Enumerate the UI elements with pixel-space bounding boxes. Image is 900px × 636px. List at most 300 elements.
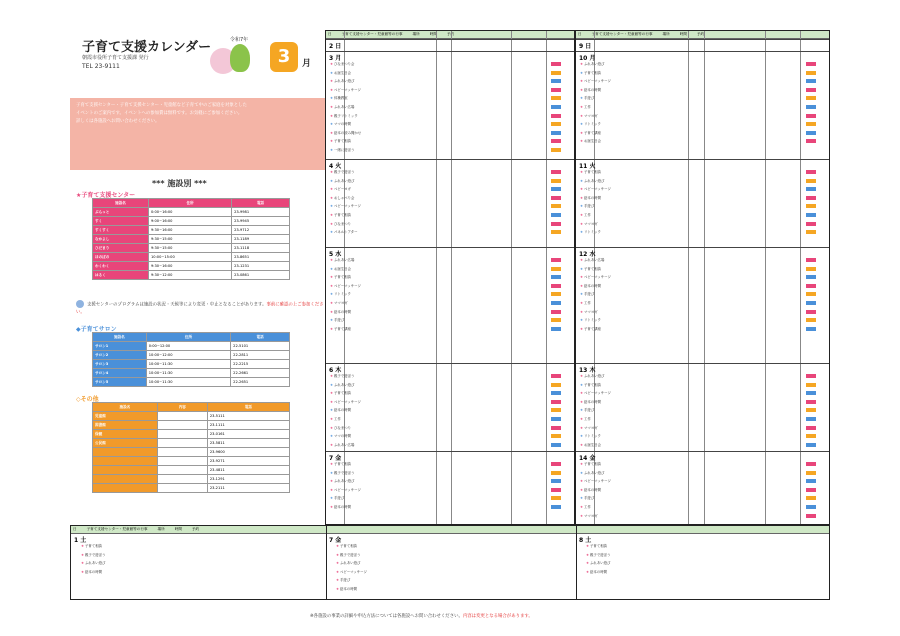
day-block xyxy=(326,247,574,363)
star-icon: ★ xyxy=(586,552,590,557)
event-label: ベビーマッサージ xyxy=(334,87,361,92)
category-tag xyxy=(551,62,561,66)
event-label: ママヨガ xyxy=(584,113,598,118)
star-icon: ★ xyxy=(330,479,334,484)
col-header: 電話 xyxy=(231,333,290,342)
star-icon: ★ xyxy=(336,569,340,574)
tree-illustration xyxy=(230,44,250,72)
category-tag xyxy=(806,434,816,438)
star-icon: ★ xyxy=(580,425,584,430)
event-label: リトミック xyxy=(584,230,601,235)
intro-box xyxy=(70,98,325,170)
day-number: 5 水 xyxy=(329,251,342,258)
event-item xyxy=(580,186,611,191)
support-center-title: ★子育て支援センター xyxy=(76,192,136,199)
category-tag xyxy=(551,131,561,135)
table-row xyxy=(93,262,290,271)
event-item xyxy=(580,495,594,500)
calendar-header-cell: 場所 xyxy=(412,32,420,36)
others-table xyxy=(92,402,290,493)
event-item xyxy=(580,470,604,475)
star-icon: ★ xyxy=(330,326,334,331)
event-item xyxy=(330,442,354,447)
star-icon: ★ xyxy=(580,382,584,387)
event-item xyxy=(580,373,604,378)
calendar-header-cell: 予約 xyxy=(446,32,455,36)
category-tag xyxy=(806,213,816,217)
event-label: お誕生日会 xyxy=(584,442,601,447)
category-tag xyxy=(551,71,561,75)
col-header: 住所 xyxy=(149,199,232,208)
event-label: ベビーマッサージ xyxy=(584,275,611,280)
event-item xyxy=(330,300,348,305)
category-tag xyxy=(806,139,816,143)
star-icon: ★ xyxy=(580,195,584,200)
category-tag xyxy=(806,131,816,135)
event-item xyxy=(580,113,598,118)
event-item xyxy=(330,390,351,395)
category-tag xyxy=(551,79,561,83)
star-icon: ★ xyxy=(580,122,584,127)
star-icon: ★ xyxy=(580,479,584,484)
calendar-header xyxy=(71,526,829,534)
star-icon: ★ xyxy=(580,374,584,378)
category-tag xyxy=(806,488,816,492)
event-item xyxy=(330,229,357,234)
table-row xyxy=(93,448,290,457)
category-tag xyxy=(551,213,561,217)
table-row xyxy=(93,439,290,448)
event-item xyxy=(81,552,105,557)
category-tag xyxy=(806,496,816,500)
event-label: おしゃべり会 xyxy=(334,195,355,200)
calendar-page xyxy=(70,30,830,619)
category-tag xyxy=(806,426,816,430)
event-item xyxy=(580,70,601,75)
event-item xyxy=(330,317,344,322)
category-tag xyxy=(551,187,561,191)
category-tag xyxy=(551,196,561,200)
event-item xyxy=(580,399,601,404)
event-label: ママヨガ xyxy=(584,309,598,314)
col-header: 電話 xyxy=(232,199,290,208)
day-block xyxy=(576,39,829,51)
star-icon: ★ xyxy=(580,391,584,396)
category-tag xyxy=(551,310,561,314)
event-item xyxy=(580,309,598,314)
star-icon: ★ xyxy=(580,96,584,101)
star-icon: ★ xyxy=(330,408,334,413)
category-tag xyxy=(806,284,816,288)
star-icon: ★ xyxy=(580,487,584,492)
calendar-header-cell: 日 xyxy=(578,32,582,36)
table-row xyxy=(93,244,290,253)
event-label: 工作 xyxy=(584,105,591,109)
table-row xyxy=(93,208,290,217)
star-icon: ★ xyxy=(580,70,584,75)
facility-info xyxy=(157,439,207,448)
event-label: パネルシアター xyxy=(334,230,358,235)
facility-tel: 22-2661 xyxy=(231,369,290,378)
day-block xyxy=(326,39,574,51)
intro-line: 子育て支援センター・子育て支援センター・児童館など子育て中のご家庭を対象とした xyxy=(76,103,247,108)
event-label: ひなまつり会 xyxy=(334,62,355,66)
page-title: 子育て支援カレンダー xyxy=(82,40,212,55)
event-label: ママヨガ xyxy=(584,513,598,518)
event-label: 工作 xyxy=(584,417,591,421)
category-tag xyxy=(806,327,816,331)
event-label: ひなまつり xyxy=(334,425,351,430)
star-icon: ★ xyxy=(330,417,334,421)
facility-info xyxy=(157,484,207,493)
star-icon: ★ xyxy=(330,442,334,447)
event-item xyxy=(580,212,591,217)
event-item xyxy=(580,513,598,518)
event-label: 絵本の時間 xyxy=(584,487,601,492)
event-item xyxy=(580,95,594,100)
calendar-column xyxy=(575,30,830,525)
event-item xyxy=(330,169,354,174)
table-row xyxy=(93,369,290,378)
facility-name: サロン2 xyxy=(93,351,147,360)
facility-info: 9:00~16:00 xyxy=(149,217,232,226)
facility-tel: 23-9600 xyxy=(207,448,289,457)
facility-tel: 22-2651 xyxy=(231,378,290,387)
event-label: 子育て相談 xyxy=(334,391,351,396)
facility-tel: 23-1189 xyxy=(232,235,290,244)
calendar-header-cell: 予約 xyxy=(696,32,705,36)
event-label: 工作 xyxy=(584,301,591,305)
event-label: 絵本の時間 xyxy=(334,505,351,509)
star-icon: ★ xyxy=(330,434,334,439)
phone: TEL 23-9111 xyxy=(82,63,120,70)
category-tag xyxy=(551,318,561,322)
event-item xyxy=(330,495,344,500)
intro-line: 詳しくは各施設へお問い合わせください。 xyxy=(76,119,160,124)
facility-tel: 23-1111 xyxy=(207,421,289,430)
facility-info: 0:00~12:00 xyxy=(146,342,230,351)
table-row xyxy=(93,217,290,226)
event-label: ふれあい広場 xyxy=(584,258,605,262)
facility-info: 9:30~16:00 xyxy=(149,262,232,271)
star-icon: ★ xyxy=(580,326,584,331)
notice-text: 支援センターのプログラムは施設の状況・天候等により変更・中止となることがあります。 xyxy=(87,302,267,308)
calendar-bottom-row xyxy=(70,525,830,600)
event-item xyxy=(330,274,351,279)
facility-info xyxy=(157,457,207,466)
event-item xyxy=(330,138,351,143)
day-number: 2 日 xyxy=(329,43,342,50)
star-icon: ★ xyxy=(580,301,584,305)
event-item xyxy=(330,212,351,217)
star-icon: ★ xyxy=(330,187,334,192)
event-label: 絵本の時間 xyxy=(85,569,102,574)
facility-tel: 23-9981 xyxy=(232,208,290,217)
star-icon: ★ xyxy=(580,87,584,92)
event-item xyxy=(580,433,601,438)
category-tag xyxy=(806,417,816,421)
category-tag xyxy=(806,170,816,174)
event-item xyxy=(580,130,601,135)
footer-text: ※各施設の事業の詳細や申込方法については各施設へお問い合わせください。 xyxy=(310,614,463,619)
event-item xyxy=(330,221,351,226)
event-label: ベビーマッサージ xyxy=(340,569,367,574)
event-label: 親子で遊ぼう xyxy=(340,552,361,557)
facility-tel: 23-1118 xyxy=(232,244,290,253)
event-item xyxy=(580,104,591,109)
category-tag xyxy=(806,62,816,66)
event-label: 子育て講座 xyxy=(334,326,351,331)
facility-info: 10:00~15:00 xyxy=(149,253,232,262)
event-item xyxy=(330,195,354,200)
category-tag xyxy=(551,267,561,271)
star-icon: ★ xyxy=(580,113,584,118)
category-tag xyxy=(806,443,816,447)
info-icon xyxy=(76,300,84,308)
event-item xyxy=(330,104,354,109)
event-item xyxy=(330,95,348,100)
event-item xyxy=(580,461,601,466)
day-number: 1 土 xyxy=(74,537,87,544)
event-item xyxy=(330,399,361,404)
event-item xyxy=(580,300,591,305)
facility-tel: 22-2811 xyxy=(231,351,290,360)
facility-info: 9:30~15:00 xyxy=(149,244,232,253)
category-tag xyxy=(551,170,561,174)
facility-tel: 23-1291 xyxy=(207,475,289,484)
category-tag xyxy=(806,179,816,183)
event-item xyxy=(580,382,601,387)
event-label: 子育て相談 xyxy=(584,462,601,466)
category-tag xyxy=(551,471,561,475)
event-label: 体操教室 xyxy=(334,96,348,101)
star-icon: ★ xyxy=(580,170,584,174)
category-tag xyxy=(551,230,561,234)
event-label: リトミック xyxy=(584,318,601,323)
calendar-header-cell: 子育て支援センター・児童館等の行事 xyxy=(341,32,403,36)
star-icon: ★ xyxy=(81,544,85,548)
event-label: ふれあい遊び xyxy=(340,561,361,566)
star-icon: ★ xyxy=(586,569,590,574)
event-label: 親子で遊ぼう xyxy=(85,552,106,557)
star-icon: ★ xyxy=(330,204,334,209)
event-label: ベビーマッサージ xyxy=(334,399,361,404)
left-panel xyxy=(70,30,325,520)
category-tag xyxy=(551,114,561,118)
event-label: 工作 xyxy=(334,417,341,421)
category-tag xyxy=(806,301,816,305)
star-icon: ★ xyxy=(580,462,584,466)
star-icon: ★ xyxy=(81,561,85,566)
day-block xyxy=(326,159,574,247)
event-item xyxy=(330,407,351,412)
calendar-header xyxy=(576,31,829,39)
category-tag xyxy=(551,434,561,438)
category-tag xyxy=(551,327,561,331)
category-tag xyxy=(551,96,561,100)
event-item xyxy=(330,203,361,208)
event-item xyxy=(580,87,601,92)
day-block xyxy=(326,451,574,525)
event-item xyxy=(580,78,611,83)
day-number: 8 土 xyxy=(579,537,592,544)
event-label: 手遊び xyxy=(584,408,595,413)
category-tag xyxy=(806,267,816,271)
event-item xyxy=(580,326,601,331)
star-icon: ★ xyxy=(580,258,584,262)
event-item xyxy=(336,552,360,557)
category-tag xyxy=(806,114,816,118)
table-row xyxy=(93,342,290,351)
event-label: 親子リトミック xyxy=(334,113,358,118)
col-header: 施設名 xyxy=(93,199,149,208)
star-icon: ★ xyxy=(330,139,334,144)
event-label: お誕生日会 xyxy=(584,139,601,144)
star-icon: ★ xyxy=(330,292,334,297)
star-icon: ★ xyxy=(330,62,334,66)
event-item xyxy=(330,309,351,314)
event-item xyxy=(330,470,354,475)
event-item xyxy=(580,390,611,395)
event-item xyxy=(580,195,601,200)
category-tag xyxy=(806,400,816,404)
event-label: ふれあい遊び xyxy=(584,374,605,378)
event-label: 子育て相談 xyxy=(584,170,601,174)
event-label: 子育て講座 xyxy=(584,326,601,331)
star-icon: ★ xyxy=(330,122,334,127)
day-number: 14 金 xyxy=(579,455,596,462)
star-icon: ★ xyxy=(330,283,334,288)
facility-tel: 22-2215 xyxy=(231,360,290,369)
facility-name: サロン1 xyxy=(93,342,147,351)
event-label: 絵本の時間 xyxy=(590,569,607,574)
event-item xyxy=(336,577,350,582)
event-label: 子育て相談 xyxy=(334,139,351,144)
event-item xyxy=(580,257,604,262)
col-header: 内容 xyxy=(157,403,207,412)
event-item xyxy=(336,586,357,591)
facility-tel: 23-9271 xyxy=(207,457,289,466)
event-item xyxy=(330,121,351,126)
event-label: 手遊び xyxy=(334,318,345,323)
event-item xyxy=(580,121,601,126)
star-icon: ★ xyxy=(586,561,590,566)
facility-name: なかよし xyxy=(93,235,149,244)
footer-warning: 内容は変更となる場合があります。 xyxy=(462,614,533,619)
event-item xyxy=(580,178,604,183)
facility-info xyxy=(157,421,207,430)
star-icon: ★ xyxy=(330,213,334,217)
star-icon: ★ xyxy=(580,318,584,323)
category-tag xyxy=(551,488,561,492)
day-block xyxy=(576,247,829,363)
category-tag xyxy=(551,301,561,305)
category-tag xyxy=(551,383,561,387)
star-icon: ★ xyxy=(330,382,334,387)
category-tag xyxy=(551,479,561,483)
facility-name xyxy=(93,448,158,457)
facility-name: サロン4 xyxy=(93,369,147,378)
facility-name: 保健 xyxy=(93,430,158,439)
col-header: 施設名 xyxy=(93,403,158,412)
star-icon: ★ xyxy=(580,470,584,475)
event-label: ふれあい広場 xyxy=(334,105,355,109)
event-item xyxy=(330,257,354,262)
star-icon: ★ xyxy=(330,105,334,109)
facility-info xyxy=(157,430,207,439)
table-row xyxy=(93,271,290,280)
event-label: お誕生日会 xyxy=(334,70,351,75)
star-icon: ★ xyxy=(580,187,584,192)
star-icon: ★ xyxy=(330,487,334,492)
event-item xyxy=(330,178,354,183)
others-title: ◇その他 xyxy=(76,396,99,403)
category-tag xyxy=(806,391,816,395)
day-block xyxy=(576,159,829,247)
star-icon: ★ xyxy=(330,130,334,135)
footer-note xyxy=(310,613,533,619)
event-label: ベビーマッサージ xyxy=(334,487,361,492)
event-item xyxy=(81,543,102,548)
star-icon: ★ xyxy=(330,374,334,378)
facility-info xyxy=(157,475,207,484)
star-icon: ★ xyxy=(580,283,584,288)
star-icon: ★ xyxy=(580,213,584,217)
category-tag xyxy=(551,505,561,509)
category-tag xyxy=(551,275,561,279)
event-label: ひなまつり xyxy=(334,221,351,226)
event-item xyxy=(330,478,354,483)
category-tag xyxy=(806,310,816,314)
star-icon: ★ xyxy=(330,70,334,75)
event-item xyxy=(330,113,358,118)
category-tag xyxy=(551,258,561,262)
event-item xyxy=(81,560,105,565)
category-tag xyxy=(806,505,816,509)
star-icon: ★ xyxy=(330,87,334,92)
event-item xyxy=(580,504,591,509)
event-label: 絵本の時間 xyxy=(340,587,357,591)
star-icon: ★ xyxy=(330,309,334,314)
event-item xyxy=(580,274,611,279)
category-tag xyxy=(551,417,561,421)
facility-name: サロン3 xyxy=(93,360,147,369)
event-label: 子育て相談 xyxy=(590,544,607,548)
category-tag xyxy=(551,179,561,183)
category-tag xyxy=(551,400,561,404)
event-item xyxy=(580,169,601,174)
col-header: 施設名 xyxy=(93,333,147,342)
facility-tel: 23-2111 xyxy=(207,484,289,493)
table-row xyxy=(93,226,290,235)
event-item xyxy=(580,203,594,208)
event-item xyxy=(330,433,351,438)
category-tag xyxy=(806,222,816,226)
event-label: 子育て相談 xyxy=(334,213,351,217)
day-number: 11 火 xyxy=(579,163,596,170)
category-tag xyxy=(551,284,561,288)
event-label: 親子で遊ぼう xyxy=(334,374,355,378)
star-icon: ★ xyxy=(330,505,334,509)
era-label: 令和7年 xyxy=(230,37,249,43)
facility-tel: 23-5111 xyxy=(207,412,289,421)
star-icon: ★ xyxy=(580,408,584,413)
day-block xyxy=(326,363,574,451)
category-tag xyxy=(551,408,561,412)
star-icon: ★ xyxy=(580,275,584,280)
event-label: 子育て相談 xyxy=(334,462,351,466)
event-label: ふれあい遊び xyxy=(334,178,355,183)
